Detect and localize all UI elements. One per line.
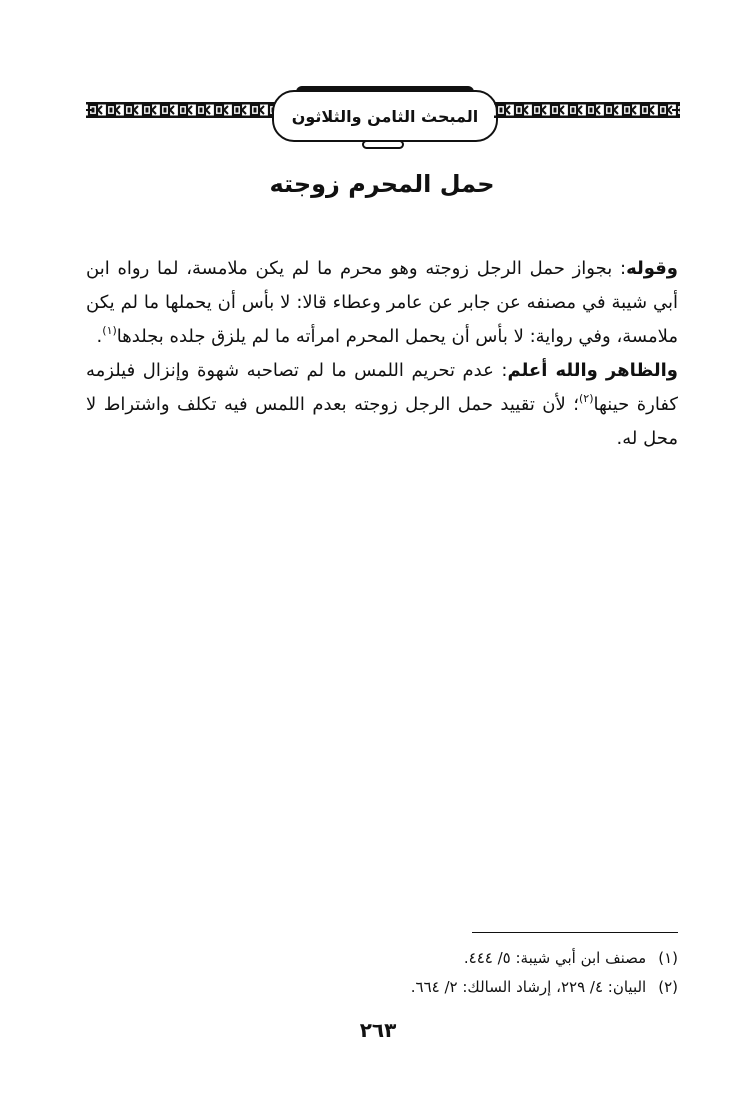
paragraph-tail: . [96,326,103,347]
section-label: المبحث الثامن والثلاثون [291,106,479,126]
paragraph-tail: ؛ لأن تقييد حمل الرجل زوجته بعدم اللمس فيه تكلف واشتراط لا محل له. [86,394,678,449]
ornamental-border-right [86,100,276,120]
footnote-divider [472,932,678,933]
footnote-ref[interactable]: (١) [102,324,117,337]
paragraph [86,252,678,354]
paragraph-lead: وقوله [626,258,678,279]
page-number: ٢٦٣ [359,1018,397,1042]
page-title: حمل المحرم زوجته [269,170,495,198]
footnotes [86,944,678,1002]
paragraph-text: : عدم تحريم اللمس ما لم تصاحبه شهوة وإنزال فيلزمه كفارة حينها [86,360,678,415]
chapter-header [86,86,678,158]
paragraph-text: : بجواز حمل الرجل زوجته وهو محرم ما لم يكن ملامسة، لما رواه ابن أبي شيبة في مصنفه عن جابر عن عامر وعطاء قالا: لا بأس أن يحملها ما لم يكن ملامسة، وفي رواية: لا بأس أن يحمل المحرم امرأته ما لم يلزق جلده بجلدها [86,258,678,347]
footnote [86,973,678,1002]
paragraph-lead: والظاهر والله أعلم [507,360,678,381]
footnote-number: (١) [658,949,678,967]
footnote-ref[interactable]: (٢) [578,392,594,405]
body-text [86,252,678,456]
footnote [86,944,678,973]
ornamental-border-left [494,100,680,120]
section-cartouche [272,90,498,142]
paragraph [86,354,678,456]
cartouche-tab [362,140,404,149]
footnote-text: مصنف ابن أبي شيبة: ٥/ ٤٤٤. [463,949,647,967]
footnote-text: البيان: ٤/ ٢٢٩، إرشاد السالك: ٢/ ٦٦٤. [410,978,647,996]
footnote-number: (٢) [658,978,678,996]
